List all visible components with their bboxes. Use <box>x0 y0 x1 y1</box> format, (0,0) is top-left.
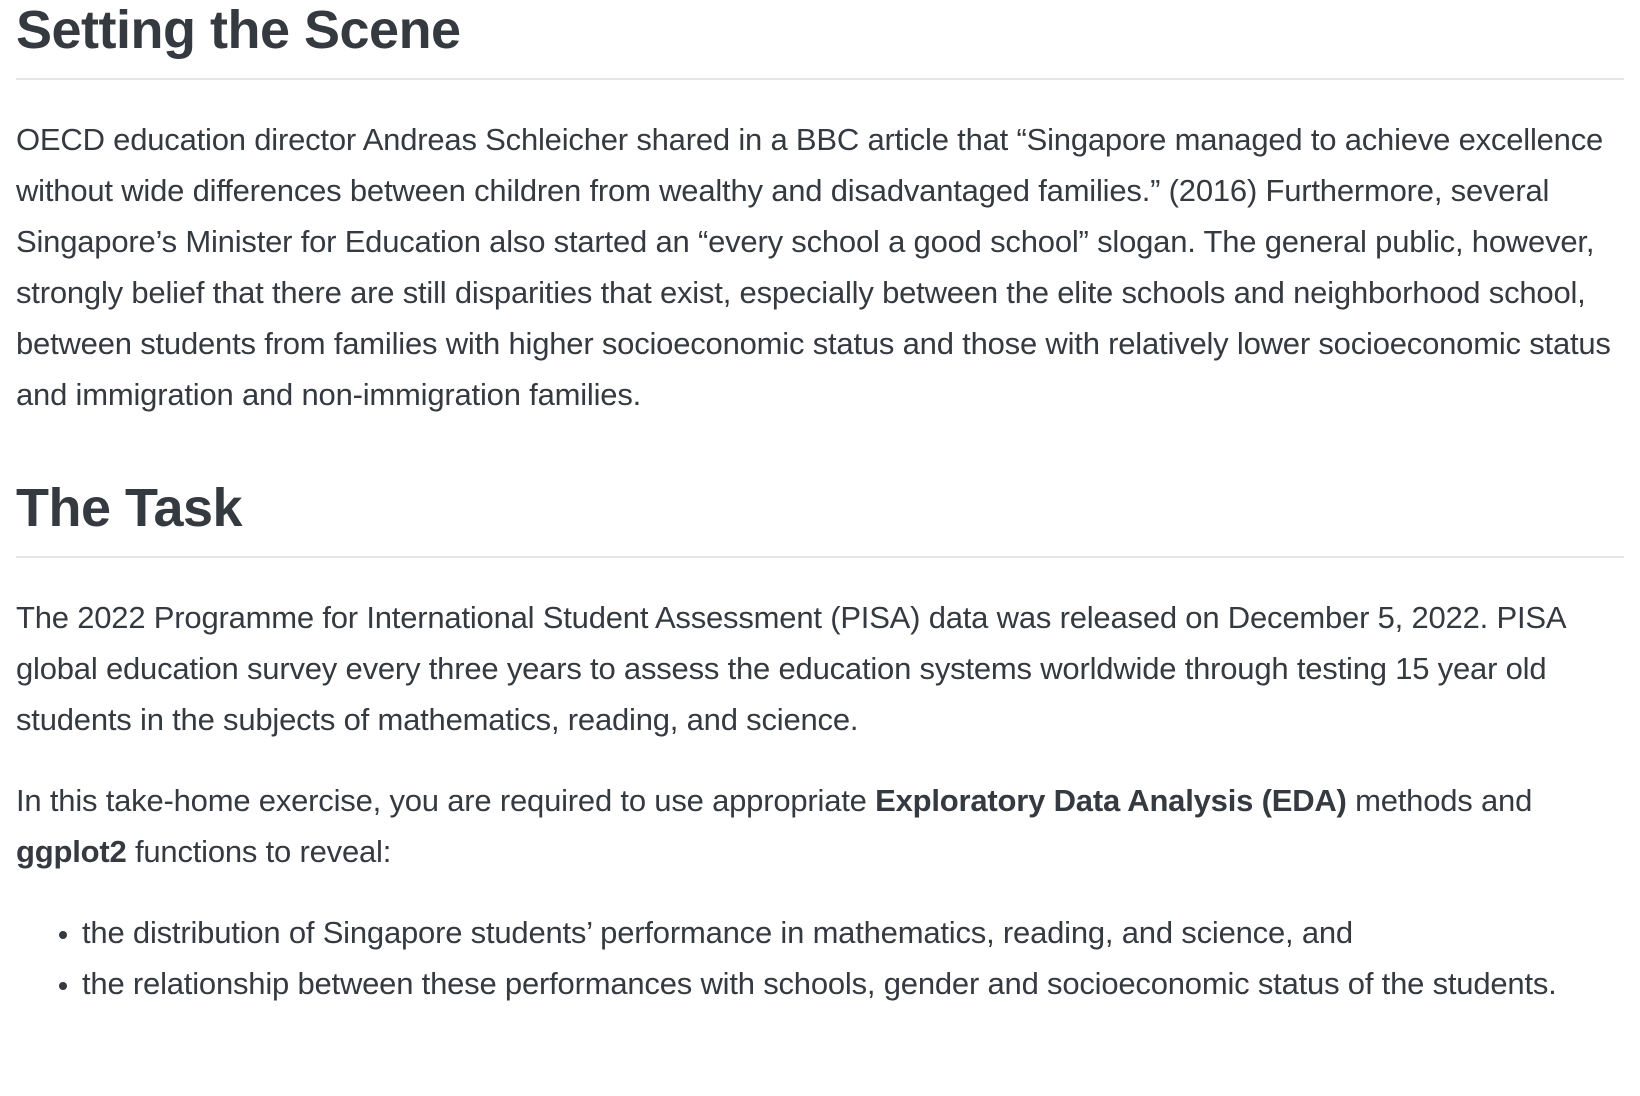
section-heading-the-task: The Task <box>16 478 1624 558</box>
instructions-text-2: methods and <box>1346 783 1533 818</box>
task-bullet-list <box>16 907 1624 1009</box>
task-paragraph-pisa: The 2022 Programme for International Student Assessment (PISA) data was released on December 5, 2022. PISA global education survey every three years to assess the education systems worldwide through testing 15 year old students in the subjects of mathematics, reading, and science. <box>16 600 1565 737</box>
instructions-text-1: In this take-home exercise, you are required to use appropriate <box>16 783 876 818</box>
scene-paragraph: OECD education director Andreas Schleicher shared in a BBC article that “Singapore managed to achieve excellence without wide differences between children from wealthy and disadvantaged families.” (2016) Furthermore, several Singapore’s Minister for Education also started an “every school a good school” slogan. The general public, however, strongly belief that there are still disparities that exist, especially between the elite schools and neighborhood school, between students from families with higher socioeconomic status and those with relatively lower socioeconomic status and immigration and non-immigration families. <box>16 122 1611 412</box>
bullet-item-relationship: • the relationship between these performances with schools, gender and socioeconomic status of the students. <box>82 958 1624 1009</box>
instructions-bold-ggplot2: ggplot2 <box>16 834 127 869</box>
task-paragraph-instructions <box>16 775 1624 877</box>
instructions-bold-eda: Exploratory Data Analysis (EDA) <box>875 783 1347 818</box>
bullet-item-distribution: • the distribution of Singapore students’ performance in mathematics, reading, and science, and <box>82 907 1624 958</box>
section-heading-setting-the-scene: Setting the Scene <box>16 0 1624 80</box>
instructions-text-3: functions to reveal: <box>126 834 392 869</box>
